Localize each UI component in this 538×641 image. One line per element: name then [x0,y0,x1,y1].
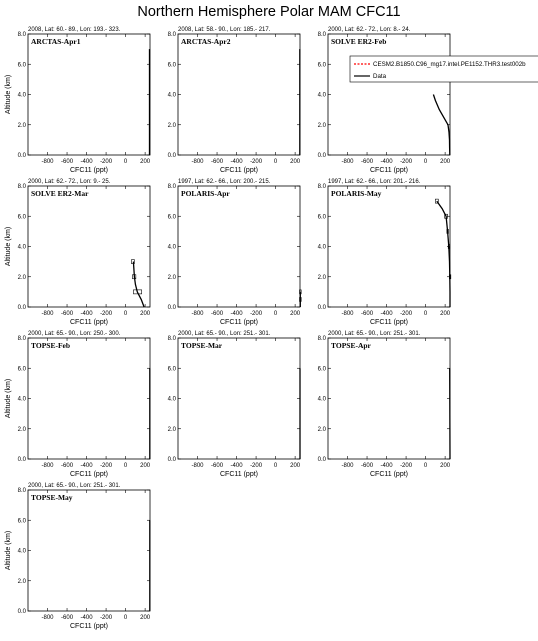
plot-frame [328,34,450,155]
panel-6 [5,331,151,478]
x-tick-label: 0 [123,615,128,621]
y-tick-label: 0.0 [167,305,176,311]
x-tick-label: -200 [400,311,413,317]
y-tick-label: 8.0 [167,32,176,38]
legend [350,56,538,82]
x-tick-label: -400 [230,311,243,317]
campaign-label: ARCTAS-Apr2 [181,37,231,46]
x-tick-label: -800 [41,159,54,165]
y-tick-label: 8.0 [317,184,326,190]
panel-header: 2000, Lat: 65.- 90., Lon: 251.- 301. [328,331,421,337]
panel-header: 2008, Lat: 60.- 89., Lon: 193.- 323. [28,27,121,33]
x-tick-label: -600 [211,159,224,165]
y-tick-label: 0.0 [167,457,176,463]
x-tick-label: -200 [400,463,413,469]
x-tick-label: -800 [41,615,54,621]
y-tick-label: 6.0 [17,366,26,373]
campaign-label: TOPSE-Feb [31,341,71,350]
x-tick-label: 200 [440,463,451,469]
y-tick-label: 6.0 [167,214,176,221]
campaign-label: POLARIS-Apr [181,189,230,198]
y-axis-label: Altitude (km) [5,226,12,267]
x-tick-label: -800 [191,159,204,165]
panel-header: 2000, Lat: 62.- 72., Lon: 9.- 25. [28,179,111,185]
figure-title: Northern Hemisphere Polar MAM CFC11 [137,4,401,20]
y-tick-label: 6.0 [167,366,176,373]
x-tick-label: -400 [80,311,93,317]
y-tick-label: 8.0 [167,336,176,342]
panel-8 [318,331,451,478]
x-tick-label: 0 [423,311,428,317]
x-tick-label: 0 [123,463,128,469]
x-tick-label: -600 [361,311,374,317]
y-tick-label: 0.0 [167,153,176,159]
y-tick-label: 4.0 [317,396,326,403]
y-tick-label: 6.0 [317,62,326,69]
y-tick-label: 2.0 [17,578,26,585]
y-axis-label: Altitude (km) [5,530,12,571]
x-tick-label: -400 [230,463,243,469]
x-tick-label: -800 [41,311,54,317]
x-tick-label: -600 [211,311,224,317]
x-tick-label: -400 [230,159,243,165]
x-tick-label: 200 [440,311,451,317]
panel-header: 2008, Lat: 58.- 90., Lon: 185.- 217. [178,27,271,33]
panel-7 [168,331,301,478]
x-tick-label: -600 [361,159,374,165]
y-tick-label: 0.0 [17,609,26,615]
x-tick-label: -200 [250,159,263,165]
x-axis-label: CFC11 (ppt) [220,471,258,478]
y-tick-label: 2.0 [317,122,326,129]
y-tick-label: 2.0 [167,426,176,433]
y-tick-label: 6.0 [317,366,326,373]
campaign-label: POLARIS-May [331,189,382,198]
x-axis-label: CFC11 (ppt) [370,471,408,478]
y-tick-label: 4.0 [167,396,176,403]
panel-3 [5,179,151,326]
panel-header: 2000, Lat: 65.- 90., Lon: 251.- 301. [28,483,121,489]
y-tick-label: 4.0 [317,92,326,99]
x-axis-label: CFC11 (ppt) [70,623,108,630]
x-tick-label: -200 [100,311,113,317]
x-tick-label: -400 [80,159,93,165]
y-tick-label: 0.0 [17,305,26,311]
legend-label: Data [373,73,387,80]
y-tick-label: 6.0 [17,62,26,69]
y-tick-label: 8.0 [17,488,26,494]
y-tick-label: 8.0 [167,184,176,190]
panel-header: 1997, Lat: 62.- 66., Lon: 201.- 216. [328,179,421,185]
y-tick-label: 4.0 [17,396,26,403]
x-tick-label: -800 [341,311,354,317]
x-tick-label: -800 [191,311,204,317]
x-tick-label: 200 [290,463,301,469]
x-tick-label: -400 [380,311,393,317]
x-tick-label: 0 [123,311,128,317]
plot-frame [28,186,150,307]
x-tick-label: -600 [61,615,74,621]
y-tick-label: 2.0 [17,426,26,433]
panel-0 [5,27,151,174]
x-tick-label: 200 [140,159,151,165]
x-tick-label: -200 [100,159,113,165]
plot-frame [178,186,300,307]
plot-frame [178,338,300,459]
x-tick-label: -400 [80,463,93,469]
y-tick-label: 4.0 [317,244,326,251]
panel-4 [168,179,302,326]
x-tick-label: 200 [140,615,151,621]
x-tick-label: 200 [140,311,151,317]
x-tick-label: -400 [380,159,393,165]
legend-label: CESM2.B1850.C96_mg17.intel.PE1152.THR3.test002b [373,61,526,68]
data-series-line [437,201,450,307]
x-tick-label: 0 [423,463,428,469]
x-tick-label: -800 [191,463,204,469]
y-tick-label: 2.0 [317,274,326,281]
x-tick-label: -600 [211,463,224,469]
y-tick-label: 4.0 [167,92,176,99]
y-tick-label: 6.0 [167,62,176,69]
campaign-label: SOLVE ER2-Feb [331,37,387,46]
x-tick-label: 200 [290,159,301,165]
data-series-line [133,262,144,307]
x-tick-label: -800 [41,463,54,469]
x-axis-label: CFC11 (ppt) [70,319,108,326]
plot-frame [178,34,300,155]
x-tick-label: 0 [123,159,128,165]
panel-1 [168,27,301,174]
x-axis-label: CFC11 (ppt) [70,471,108,478]
x-tick-label: 200 [290,311,301,317]
panel-9 [5,483,151,630]
campaign-label: ARCTAS-Apr1 [31,37,81,46]
y-tick-label: 2.0 [317,426,326,433]
y-tick-label: 4.0 [17,92,26,99]
y-tick-label: 8.0 [317,32,326,38]
x-tick-label: -200 [250,311,263,317]
y-axis-label: Altitude (km) [5,74,12,115]
panels [5,27,538,630]
x-tick-label: 200 [440,159,451,165]
y-axis-label: Altitude (km) [5,378,12,419]
y-tick-label: 2.0 [167,274,176,281]
campaign-label: SOLVE ER2-Mar [31,189,89,198]
x-axis-label: CFC11 (ppt) [370,167,408,174]
x-tick-label: -400 [380,463,393,469]
campaign-label: TOPSE-Mar [181,341,223,350]
x-tick-label: -200 [400,159,413,165]
x-tick-label: 0 [273,311,278,317]
x-axis-label: CFC11 (ppt) [70,167,108,174]
y-tick-label: 4.0 [17,244,26,251]
y-tick-label: 0.0 [17,153,26,159]
y-tick-label: 8.0 [17,32,26,38]
data-series-line [433,95,449,156]
panel-2 [318,27,538,174]
x-tick-label: 0 [423,159,428,165]
campaign-label: TOPSE-May [31,493,73,502]
y-tick-label: 6.0 [317,214,326,221]
x-tick-label: -600 [61,311,74,317]
y-tick-label: 0.0 [317,153,326,159]
panel-header: 1997, Lat: 62.- 66., Lon: 200.- 215. [178,179,271,185]
y-tick-label: 4.0 [17,548,26,555]
x-tick-label: 0 [273,463,278,469]
x-tick-label: -400 [80,615,93,621]
panel-header: 2000, Lat: 65.- 90., Lon: 250.- 300. [28,331,121,337]
y-tick-label: 4.0 [167,244,176,251]
campaign-label: TOPSE-Apr [331,341,371,350]
y-tick-label: 6.0 [17,214,26,221]
y-tick-label: 2.0 [17,274,26,281]
panel-header: 2000, Lat: 62.- 72., Lon: 8.- 24. [328,27,411,33]
plot-frame [328,186,450,307]
y-tick-label: 2.0 [167,122,176,129]
x-tick-label: -600 [61,159,74,165]
plot-frame [28,490,150,611]
plot-frame [328,338,450,459]
y-tick-label: 0.0 [17,457,26,463]
x-axis-label: CFC11 (ppt) [370,319,408,326]
x-axis-label: CFC11 (ppt) [220,167,258,174]
panel-header: 2000, Lat: 65.- 90., Lon: 251.- 301. [178,331,271,337]
y-tick-label: 8.0 [317,336,326,342]
y-tick-label: 8.0 [17,184,26,190]
x-tick-label: 0 [273,159,278,165]
x-tick-label: -600 [361,463,374,469]
y-tick-label: 0.0 [317,457,326,463]
panel-5 [318,179,451,326]
x-tick-label: -200 [100,615,113,621]
x-tick-label: -800 [341,463,354,469]
x-tick-label: -200 [250,463,263,469]
plot-frame [28,34,150,155]
plot-frame [28,338,150,459]
y-tick-label: 0.0 [317,305,326,311]
x-tick-label: -600 [61,463,74,469]
y-tick-label: 6.0 [17,518,26,525]
y-tick-label: 8.0 [17,336,26,342]
x-tick-label: 200 [140,463,151,469]
x-axis-label: CFC11 (ppt) [220,319,258,326]
x-tick-label: -200 [100,463,113,469]
y-tick-label: 2.0 [17,122,26,129]
x-tick-label: -800 [341,159,354,165]
